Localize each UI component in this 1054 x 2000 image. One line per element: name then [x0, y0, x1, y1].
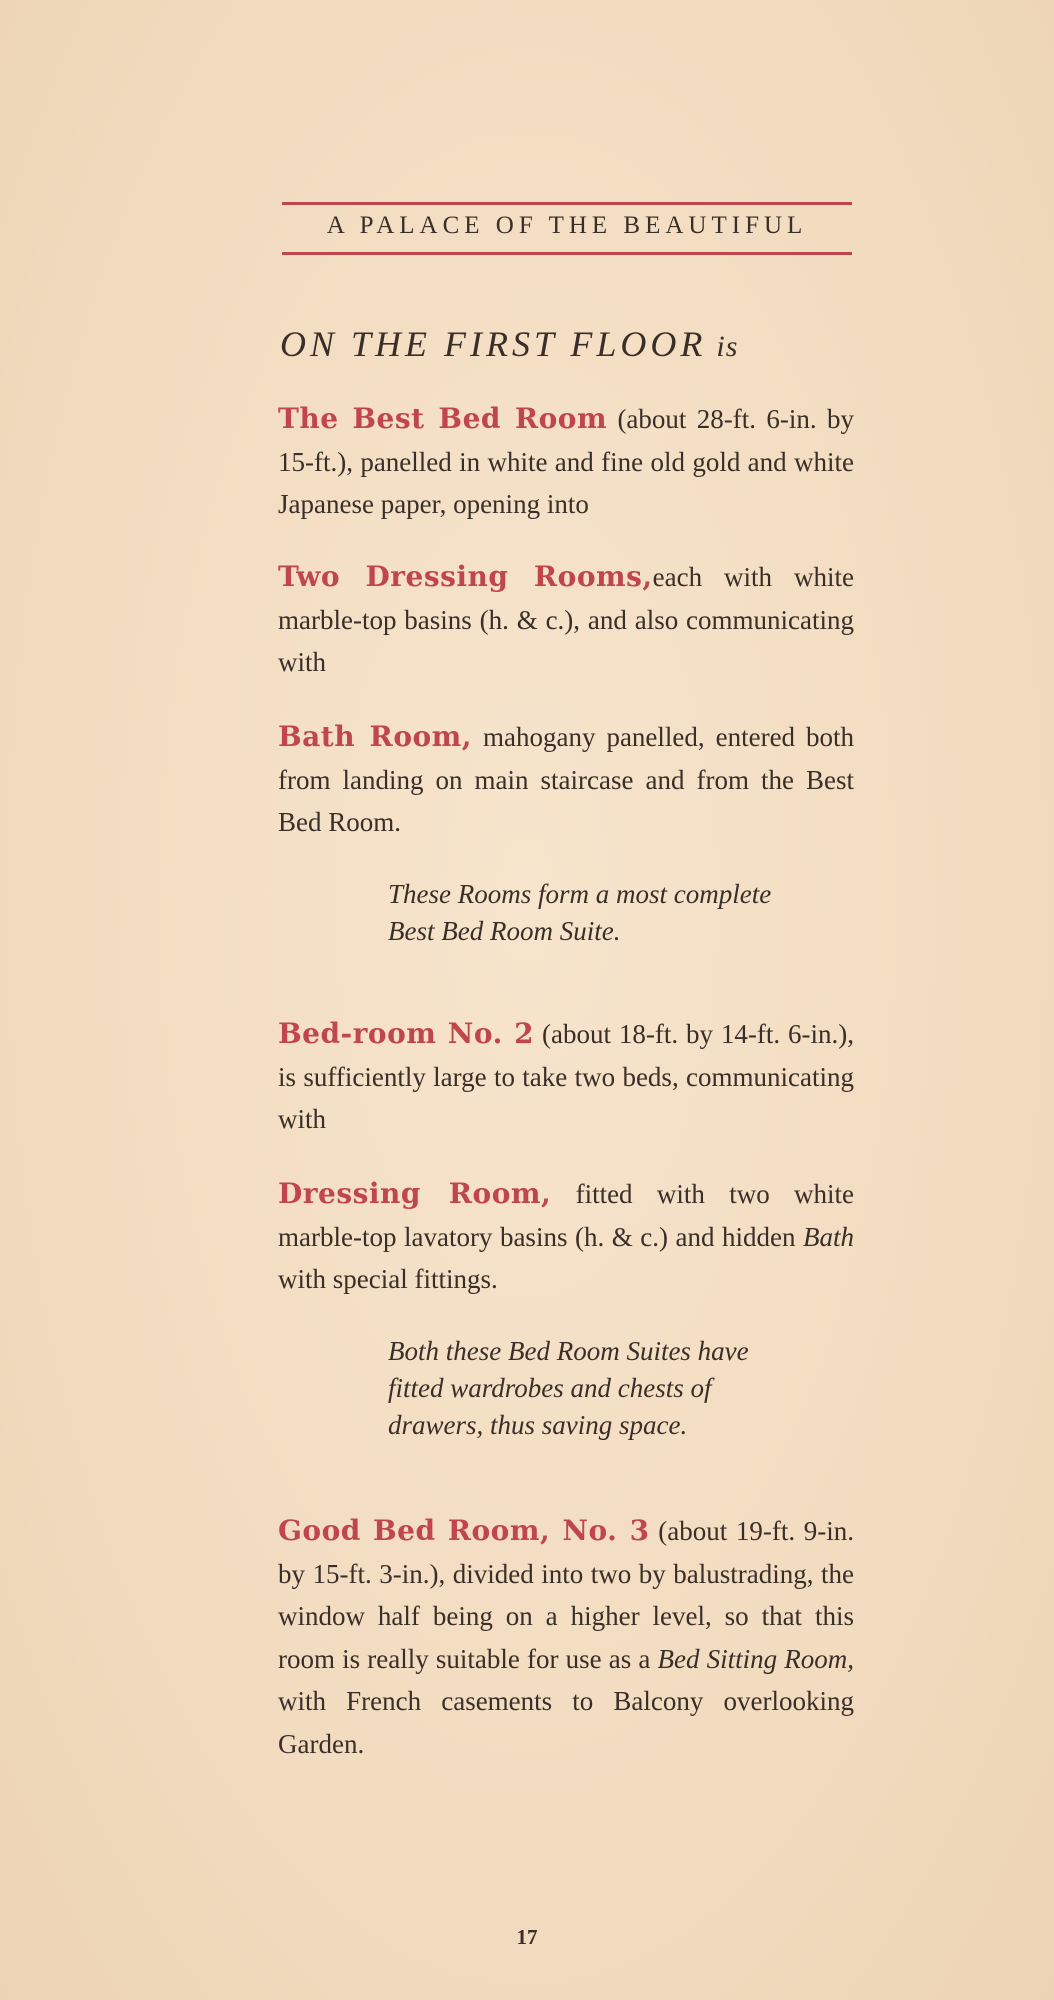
header-rule-bottom: [282, 252, 852, 255]
room-description-b: with French casements to Balcony overlooking Garden.: [278, 1686, 854, 1759]
page-number: 17: [516, 1925, 538, 1949]
room-name: Bed-room No. 2: [278, 1017, 535, 1050]
room-name: Good Bed Room, No. 3: [278, 1514, 650, 1547]
entry-dressing-room: [278, 1173, 854, 1301]
room-description: (about 18-ft. by 14-ft. 6-in.), is sufficiently large to take two beds, communicating with: [278, 1019, 854, 1134]
room-description-italic: Bath: [803, 1221, 854, 1252]
note-line: Best Bed Room Suite.: [388, 916, 621, 946]
room-name: Bath Room,: [278, 720, 473, 753]
entry-bed-room-2: [278, 1013, 854, 1141]
room-name: Dressing Room,: [278, 1177, 552, 1210]
room-name: Two Dressing Rooms,: [278, 560, 653, 593]
note-line: fitted wardrobes and chests of: [388, 1373, 712, 1403]
entry-bath-room: [278, 716, 854, 844]
running-head: A PALACE OF THE BEAUTIFUL: [326, 212, 808, 239]
entry-good-bed-room-3: [278, 1510, 854, 1765]
note-line: These Rooms form a most complete: [388, 879, 772, 909]
room-description: (about 28-ft. 6-in. by 15-ft.), panelled in white and fine old gold and white Japanese paper, opening into: [278, 404, 854, 519]
floor-heading: [280, 323, 852, 365]
room-description-b: with special fittings.: [278, 1264, 498, 1294]
entry-dressing-rooms: [278, 556, 854, 684]
header-rule-top: [282, 202, 852, 205]
room-description-italic: Bed Sitting Room,: [657, 1643, 854, 1674]
entry-best-bed-room: [278, 398, 854, 526]
note-line: drawers, thus saving space.: [388, 1410, 688, 1440]
room-description: mahogany panelled, entered both from landing on main staircase and from the Best Bed Room.: [278, 722, 855, 837]
room-description: each with white marble-top basins (h. & c.), and also communicating with: [278, 562, 854, 677]
note-line: Both these Bed Room Suites have: [388, 1336, 749, 1366]
note-best-suite: [388, 876, 854, 950]
room-description-a: (about 19-ft. 9-in. by 15-ft. 3-in.), divided into two by balustrading, the window half being on a higher level, so that this room is really suitable for use as a: [278, 1516, 855, 1674]
floor-heading-suffix: is: [716, 330, 739, 363]
floor-heading-main: ON THE FIRST FLOOR: [280, 324, 707, 364]
room-description-a: fitted with two white marble-top lavatory basins (h. & c.) and hidden: [278, 1179, 854, 1252]
note-both-suites: [388, 1333, 854, 1444]
room-name: The Best Bed Room: [278, 402, 608, 435]
